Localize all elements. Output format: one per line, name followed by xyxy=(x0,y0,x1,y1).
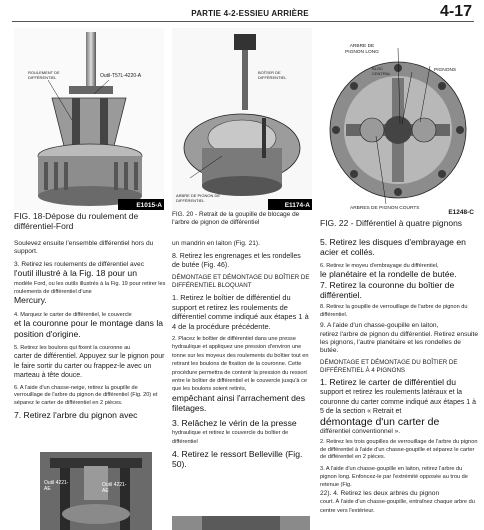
col1-paragraph-3 xyxy=(14,311,166,340)
figure-bottom-middle-illustration xyxy=(172,516,310,530)
col1-p2a: 3. Retirez les roulements de différentiel avec xyxy=(14,260,144,268)
col1-p3b: et la couronne pour le montage dans la xyxy=(14,318,164,329)
fig-bottom-label-outil2: Outil 4221-AE xyxy=(102,482,127,494)
fig22-label-courts: ARBRES DE PIGNON COURTS xyxy=(350,206,420,211)
col1-p4a: 5. Retirez les boulons qui fixent la couronne au xyxy=(14,345,131,352)
fig22-code: E1248-C xyxy=(448,209,474,216)
col2-paragraph-5 xyxy=(172,335,310,415)
col1-p3a: 4. Marquez le carter de différentiel, le couvercle xyxy=(14,311,132,318)
col3-p6a: 1. Retirez le carter de différentiel du xyxy=(320,376,456,387)
page-number: 4-17 xyxy=(439,3,472,20)
col1-p2d: Mercury. xyxy=(14,295,47,306)
figure-18-caption: FIG. 18-Dépose du roulement de différentiel-Ford xyxy=(14,211,139,231)
col2-paragraph-2: 8. Retirez les engrenages et les rondelles de butée (Fig. 46). xyxy=(172,253,301,270)
fig-bottom-label-outil1: Outil 4221-AE xyxy=(44,480,69,492)
col2-p6b: hydraulique et retirez le couvercle du boîtier de différentiel xyxy=(172,430,289,445)
figure-22-illustration xyxy=(320,28,476,216)
col1-paragraph-1: Soulevez ensuite l'ensemble différentiel hors du support. xyxy=(14,240,154,256)
col1-paragraph-2 xyxy=(14,261,166,307)
fig22-label-arbre-long: ARBRE DE PIGNON LONG xyxy=(345,44,379,55)
col3-p8a: 3. A l'aide d'un chasse-goupille en laiton, retirez l'arbre du pignon long. Enfoncez-le par l'extrémité opposée au trou de retenue (Fig. xyxy=(320,465,468,489)
col2-p5: 2. Placez le boîtier de différentiel dans une presse hydraulique et appliquez une pression d'environ une tonne sur les moyeux des roulements du boîtier tout en retirant les boulons de fixation de la couronne. Cette procédure permettra de contenir la pression du ressort entre le boîtier de différentiel et le couvercle jusqu'à ce que les boulons soient retirés, xyxy=(172,336,309,393)
page-header xyxy=(0,0,484,24)
col3-heading: DÉMONTAGE ET DÉMONTAGE DU BOÎTIER DE DIFFÉRENTIEL À 4 PIGNONS xyxy=(320,358,458,374)
figure-20-illustration xyxy=(172,28,312,210)
col1-paragraph-6: 7. Retirez l'arbre du pignon avec xyxy=(14,409,138,420)
col3-paragraph-3: 8. Retirez la goupille de verrouillage de l'arbre de pignon du différentiel. xyxy=(320,304,468,318)
col3-p6b: support et retirez les roulements latéraux et la couronne du carter comme indiqué aux étapes 1 à 5 de la section « Retrait et xyxy=(320,389,477,416)
col3-p6c: démontage d'un carter de xyxy=(320,415,440,428)
col2-heading: DÉMONTAGE ET DÉMONTAGE DU BOÎTIER DE DIFFÉRENTIEL BLOQUANT xyxy=(172,274,310,290)
col3-paragraph-4 xyxy=(320,322,478,356)
col2-p5b: empêchant ainsi l'arrachement des filetages. xyxy=(172,392,306,414)
col2-paragraph-4: 1. Retirez le boîtier de différentiel du support et retirez les roulements de différentiel comme indiqué aux étapes 1 à 4 de la procédure précédente. xyxy=(172,293,309,331)
figure-bottom-illustration xyxy=(40,452,152,530)
col3-paragraph-2 xyxy=(320,262,478,302)
col2-p6a: 3. Relâchez le vérin de la presse xyxy=(172,417,297,428)
col3-paragraph-1 xyxy=(320,238,478,259)
col3-paragraph-6 xyxy=(320,378,478,436)
col1-p4b: carter de différentiel. Appuyez sur le pignon pour le faire sortir du carter ou frappez-le avec un marteau à tête douce. xyxy=(14,353,165,380)
column-3 xyxy=(320,238,478,519)
fig18-label-roulement: ROULEMENT DE DIFFÉRENTIEL xyxy=(28,70,60,80)
header-rule xyxy=(12,21,474,22)
col1-paragraph-5: 6. A l'aide d'un chasse-neige, retirez la goupille de verrouillage de l'arbre du pignon de différentiel (Fig. 20) et séparez le carter de différentiel en 2 pièces. xyxy=(14,384,158,406)
figure-18-illustration xyxy=(14,28,164,210)
col1-p2c: modèle Ford, ou les outils illustrés à la Fig. 19 pour retirer les roulements de différentiel d'une xyxy=(14,280,166,296)
col2-paragraph-7: 4. Retirez le ressort Belleville (Fig. 50). xyxy=(172,448,303,469)
col3-p2a: 6. Retirez le moyeu d'embrayage du différentiel, xyxy=(320,262,439,269)
fig22-label-pignons: PIGNONS xyxy=(434,68,457,73)
column-1 xyxy=(14,240,166,425)
figure-22-caption: FIG. 22 - Différentiel à quatre pignons xyxy=(320,218,463,228)
col3-p2c: 7. Retirez la couronne du boîtier de différentiel. xyxy=(320,279,455,301)
fig20-label-boitier: BOÎTIER DE DIFFÉRENTIEL xyxy=(258,70,287,80)
running-title: PARTIE 4-2-ESSIEU ARRIÈRE xyxy=(191,9,309,18)
col3-p2b: le planétaire et la rondelle de butée. xyxy=(320,269,457,280)
figure-20-caption: FIG. 20 - Retrait de la goupille de blocage de l'arbre de pignon de différentiel xyxy=(172,211,300,227)
col3-p1a: 5. Retirez les disques d'embrayage en xyxy=(320,237,466,247)
col3-p6d: différentiel conventionnel ». xyxy=(320,427,401,435)
fig22-label-bloc: BLOC CENTRAL xyxy=(372,66,391,76)
fig20-label-arbre: ARBRE DE PIGNON DE DIFFÉRENTIEL xyxy=(176,193,221,203)
col1-paragraph-4 xyxy=(14,344,166,381)
col3-paragraph-8 xyxy=(320,465,478,515)
column-2 xyxy=(172,240,310,474)
col1-p3c: position d'origine. xyxy=(14,328,81,339)
col3-p4a: 9. A l'aide d'un chasse-goupille en laiton, xyxy=(320,322,439,330)
col3-paragraph-7: 2. Retirez les trois goupilles de verrouillage de l'arbre du pignon de différentiel à l'aide d'un chasse-goupille et séparez le carter de différentiel en 2 pièces. xyxy=(320,439,478,461)
col1-p2b: l'outil illustré à la Fig. 18 pour un xyxy=(14,268,137,279)
fig20-code: E1174-A xyxy=(284,202,310,209)
col3-p8c: court. À l'aide d'un chasse-goupille, entraînez chaque arbre du centre vers l'extérieur. xyxy=(320,499,475,514)
fig18-label-outil: Outil-T57L-4220-A xyxy=(100,73,142,79)
col3-p8b: 22). 4. Retirez les deux arbres du pignon xyxy=(320,489,440,497)
fig18-code: E1015-A xyxy=(136,202,162,209)
col3-p1b: acier et collés. xyxy=(320,247,375,258)
col2-paragraph-6 xyxy=(172,419,310,446)
col2-paragraph-1: un mandrin en laiton (Fig. 21). xyxy=(172,240,260,247)
col3-p4b: retirez l'arbre de pignon du différentiel. Retirez ensuite les pignons, l'autre planétaire et les rondelles de butée. xyxy=(320,330,479,355)
